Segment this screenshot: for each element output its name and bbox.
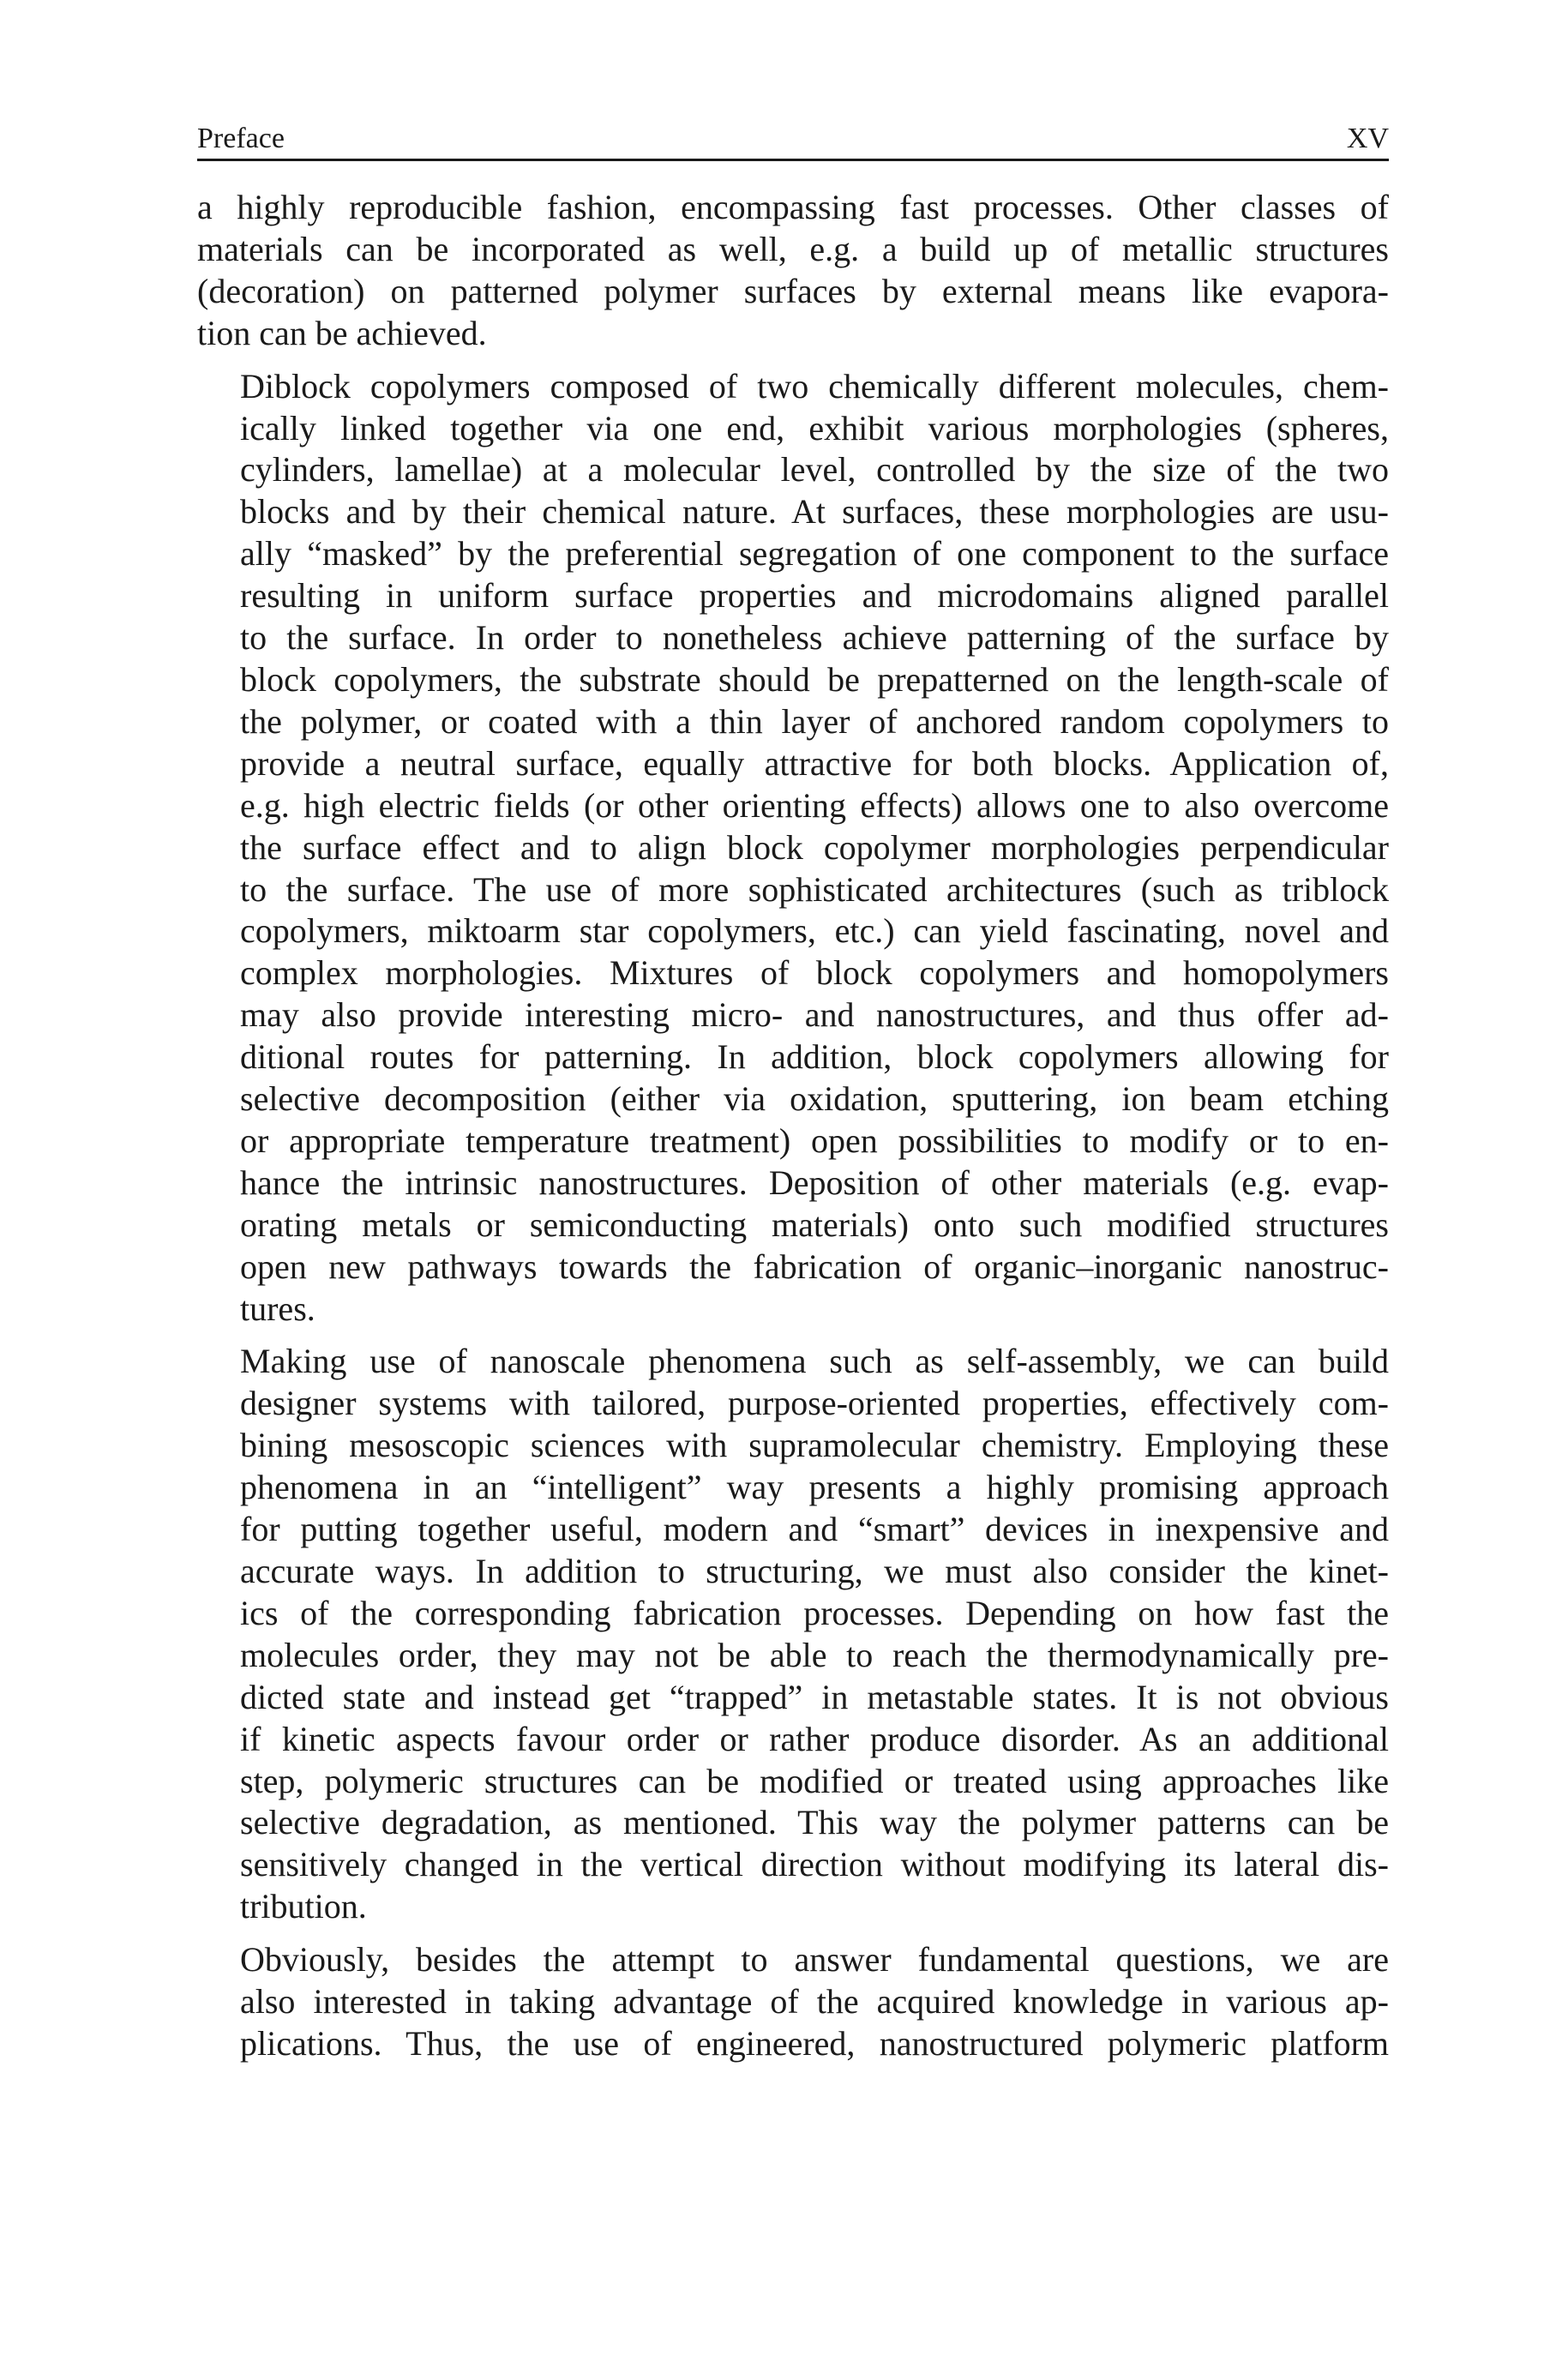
text-line: or appropriate temperature treatment) open possibilities to modify or to en- [240, 1120, 1389, 1160]
text-line: materials can be incorporated as well, e.g. a build up of metallic structures [197, 229, 1389, 268]
text-line: also interested in taking advantage of the acquired knowledge in various ap- [240, 1982, 1389, 2022]
text-line: the surface effect and to align block copolymer morphologies perpendicular [240, 827, 1389, 867]
text-line: bining mesoscopic sciences with supramolecular chemistry. Employing these [240, 1426, 1389, 1465]
text-line: for putting together useful, modern and “smart” devices in inexpensive and [240, 1510, 1389, 1549]
text-line: to the surface. The use of more sophisticated architectures (such as triblock [240, 869, 1389, 909]
text-line: ics of the corresponding fabrication processes. Depending on how fast the [240, 1593, 1389, 1632]
text-line: Obviously, besides the attempt to answer fundamental questions, we are [240, 1940, 1389, 1979]
text-line: (decoration) on patterned polymer surfaces by external means like evapora- [197, 271, 1389, 310]
text-line: orating metals or semiconducting materials) onto such modified structures [240, 1205, 1389, 1244]
text-line: a highly reproducible fashion, encompassing fast processes. Other classes of [197, 188, 1389, 226]
text-line: designer systems with tailored, purpose-oriented properties, effectively com- [240, 1384, 1389, 1423]
text-line: phenomena in an “intelligent” way presents a highly promising approach [240, 1468, 1389, 1507]
paragraph [197, 1341, 1389, 1928]
text-line: selective degradation, as mentioned. This way the polymer patterns can be [240, 1803, 1389, 1842]
text-line: resulting in uniform surface properties and microdomains aligned parallel [240, 576, 1389, 616]
text-line: e.g. high electric fields (or other orienting effects) allows one to also overcome [240, 785, 1389, 825]
paragraph [197, 187, 1389, 355]
text-line: provide a neutral surface, equally attractive for both blocks. Application of, [240, 743, 1389, 783]
section-title: Preface [197, 123, 285, 154]
text-line: selective decomposition (either via oxidation, sputtering, ion beam etching [240, 1079, 1389, 1119]
text-line: block copolymers, the substrate should be prepatterned on the length-scale of [240, 659, 1389, 699]
text-line: accurate ways. In addition to structuring, we must also consider the kinet- [240, 1552, 1389, 1590]
text-line: hance the intrinsic nanostructures. Deposition of other materials (e.g. evap- [240, 1162, 1389, 1202]
running-header [197, 117, 1389, 161]
text-line: the polymer, or coated with a thin layer of anchored random copolymers to [240, 701, 1389, 741]
text-line: molecules order, they may not be able to reach the thermodynamically pre- [240, 1635, 1389, 1674]
text-line: sensitively changed in the vertical direction without modifying its lateral dis- [240, 1845, 1389, 1884]
text-line: complex morphologies. Mixtures of block copolymers and homopolymers [240, 953, 1389, 993]
text-line: tion can be achieved. [197, 313, 487, 352]
text-line: Diblock copolymers composed of two chemically different molecules, chem- [240, 366, 1389, 406]
page-number: XV [1346, 123, 1389, 154]
text-line: ically linked together via one end, exhibit various morphologies (spheres, [240, 408, 1389, 448]
text-line: tribution. [240, 1887, 367, 1926]
text-line: if kinetic aspects favour order or rather produce disorder. As an additional [240, 1719, 1389, 1758]
text-line: to the surface. In order to nonetheless achieve patterning of the surface by [240, 618, 1389, 658]
text-line: open new pathways towards the fabrication of organic–inorganic nanostruc- [240, 1247, 1389, 1286]
paragraph [197, 366, 1389, 1331]
body-text [197, 187, 1389, 2076]
text-line: tures. [240, 1289, 315, 1328]
text-line: step, polymeric structures can be modified or treated using approaches like [240, 1761, 1389, 1800]
text-line: dicted state and instead get “trapped” in metastable states. It is not obvious [240, 1677, 1389, 1716]
text-line: ditional routes for patterning. In addition, block copolymers allowing for [240, 1037, 1389, 1077]
text-line: copolymers, miktoarm star copolymers, etc.) can yield fascinating, novel and [240, 911, 1389, 951]
text-line: plications. Thus, the use of engineered, nanostructured polymeric platform [240, 2023, 1389, 2063]
paragraph [197, 1939, 1389, 2065]
text-line: Making use of nanoscale phenomena such as self-assembly, we can build [240, 1342, 1389, 1381]
text-line: cylinders, lamellae) at a molecular level, controlled by the size of the two [240, 450, 1389, 490]
text-line: blocks and by their chemical nature. At surfaces, these morphologies are usu- [240, 492, 1389, 532]
text-line: ally “masked” by the preferential segregation of one component to the surface [240, 534, 1389, 574]
text-line: may also provide interesting micro- and nanostructures, and thus offer ad- [240, 995, 1389, 1035]
